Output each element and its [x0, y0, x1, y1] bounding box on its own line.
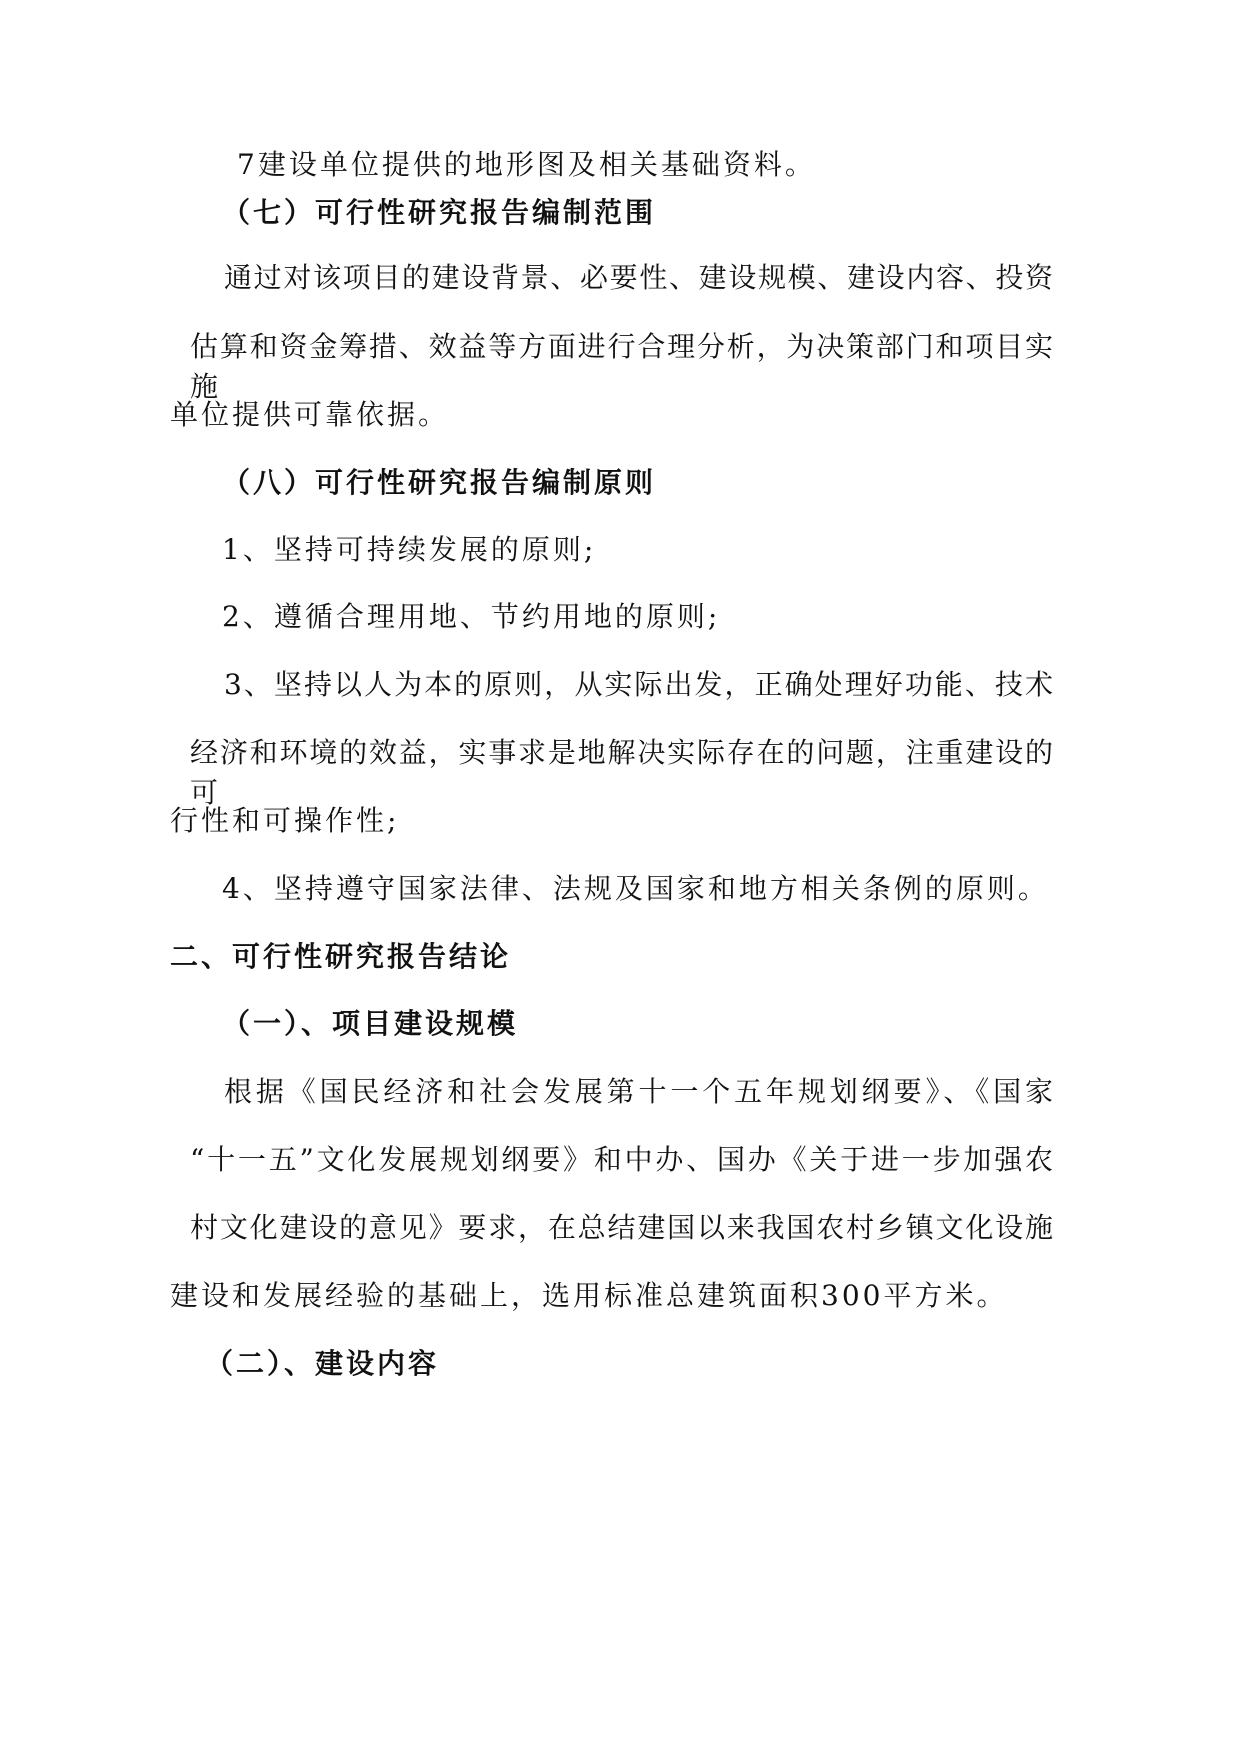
list-item: 1、坚持可持续发展的原则;	[222, 533, 597, 566]
paragraph-line: 通过对该项目的建设背景、必要性、建设规模、建设内容、投资	[224, 261, 1054, 294]
subsection-heading: （二）、建设内容	[205, 1347, 440, 1380]
subsection-heading: （一）、项目建设规模	[222, 1007, 519, 1040]
list-item: 2、遵循合理用地、节约用地的原则;	[222, 600, 721, 633]
paragraph-line: 根据《国民经济和社会发展第十一个五年规划纲要》、《国家	[224, 1075, 1054, 1108]
heading-scope: （七）可行性研究报告编制范围	[222, 196, 657, 229]
heading-principles: （八）可行性研究报告编制原则	[222, 466, 657, 499]
list-item: 3、坚持以人为本的原则，从实际出发，正确处理好功能、技术	[224, 668, 1054, 701]
paragraph-line: 单位提供可靠依据。	[170, 398, 450, 431]
paragraph-line: 经济和环境的效益，实事求是地解决实际存在的问题，注重建设的可	[190, 736, 1054, 809]
paragraph-line: 建设和发展经验的基础上，选用标准总建筑面积300平方米。	[170, 1279, 1008, 1312]
section-heading: 二、可行性研究报告结论	[170, 940, 512, 973]
list-item-7: 7建设单位提供的地形图及相关基础资料。	[237, 148, 816, 181]
paragraph-line: “十一五”文化发展规划纲要》和中办、国办《关于进一步加强农	[190, 1143, 1054, 1176]
paragraph-line: 估算和资金筹措、效益等方面进行合理分析，为决策部门和项目实施	[190, 330, 1054, 403]
list-item: 4、坚持遵守国家法律、法规及国家和地方相关条例的原则。	[222, 872, 1049, 905]
paragraph-line: 村文化建设的意见》要求，在总结建国以来我国农村乡镇文化设施	[190, 1211, 1054, 1244]
paragraph-line: 行性和可操作性;	[170, 804, 400, 837]
